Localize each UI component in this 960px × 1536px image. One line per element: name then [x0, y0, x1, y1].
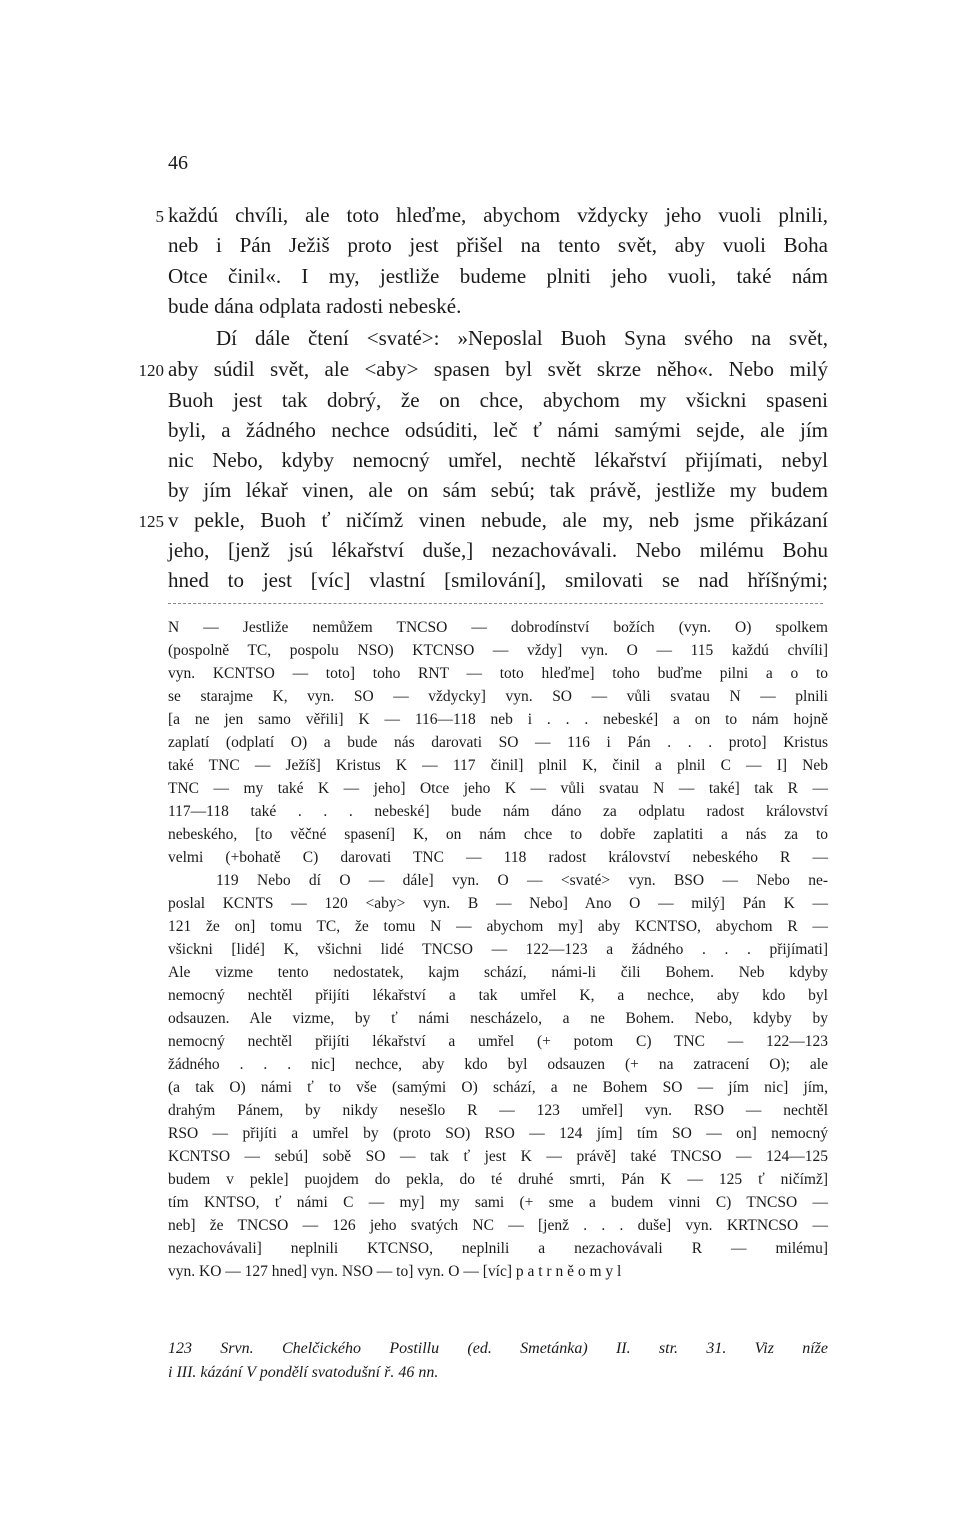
- apparatus-line: vyn. KCNTSO — toto] toho RNT — toto hleďme] toho buďme pilni a o to: [168, 665, 828, 682]
- apparatus-line: drahým Pánem, by nikdy nesešlo R — 123 umřel] vyn. RSO — nechtěl: [168, 1102, 828, 1119]
- text-line: neb i Pán Ježiš proto jest přišel na tento svět, aby vuoli Boha: [168, 233, 828, 257]
- text-line: každú chvíli, ale toto hleďme, abychom vždycky jeho vuoli plnili,: [168, 203, 828, 227]
- apparatus-line: (pospolně TC, pospolu NSO) KTCNSO — vždy] vyn. O — 115 každú chvíli]: [168, 642, 828, 659]
- apparatus-line: 119 Nebo dí O — dále] vyn. O — <svaté> vyn. BSO — Nebo ne-: [216, 872, 828, 889]
- apparatus-line: (a tak O) námi ť to vše (samými O) schází, a ne Bohem SO — jím nic] jím,: [168, 1079, 828, 1096]
- text-line: hned to jest [víc] vlastní [smilování], smilovati se nad hříšnými;: [168, 568, 828, 592]
- text-line: Otce činil«. I my, jestliže budeme plniti jeho vuoli, také nám: [168, 264, 828, 288]
- apparatus-line: neb] že TNCSO — 126 jeho svatých NC — [jenž . . . duše] vyn. KRTNCSO —: [168, 1217, 828, 1234]
- apparatus-line: odsauzen. Ale vizme, by ť námi nescházelo, a ne Bohem. Nebo, kdyby by: [168, 1010, 828, 1027]
- text-line: jeho, [jenž jsú lékařství duše,] nezachovávali. Nebo milému Bohu: [168, 538, 828, 562]
- apparatus-line: nemocný nechtěl přijíti lékařství a umřel (+ potom C) TNC — 122—123: [168, 1033, 828, 1050]
- text-line: bude dána odplata radosti nebeské.: [168, 294, 462, 318]
- apparatus-line: N — Jestliže nemůžem TNCSO — dobrodínství božích (vyn. O) spolkem: [168, 619, 828, 636]
- text-line: v pekle, Buoh ť ničímž vinen nebude, ale my, neb jsme přikázaní: [168, 508, 828, 532]
- apparatus-line: nezachovávali] neplnili KTCNSO, neplnili a nezachovávali R — milému]: [168, 1240, 828, 1257]
- text-line: aby súdil svět, ale <aby> spasen byl svět skrze něho«. Nebo milý: [168, 357, 828, 381]
- apparatus-line: se starajme K, vyn. SO — vždycky] vyn. SO — vůli svatau N — plnili: [168, 688, 828, 705]
- text-line: byli, a žádného nechce odsúditi, leč ť námi samými sejde, ale jím: [168, 418, 828, 442]
- apparatus-line: RSO — přijíti a umřel by (proto SO) RSO — 124 jím] tím SO — on] nemocný: [168, 1125, 828, 1142]
- text-line: Dí dále čtení <svaté>: »Neposlal Buoh Syna svého na svět,: [216, 326, 828, 350]
- page-number: 46: [168, 152, 188, 174]
- line-number: 5: [155, 207, 164, 226]
- apparatus-line: 121 že on] tomu TC, že tomu N — abychom my] aby KCNTSO, abychom R —: [168, 918, 828, 935]
- apparatus-line: [a ne jen samo věřili] K — 116—118 neb i . . . nebeské] a on to nám hojně: [168, 711, 828, 728]
- line-number: 120: [138, 361, 164, 380]
- apparatus-line: zaplatí (odplatí O) a bude nás darovati SO — 116 i Pán . . . proto] Kristus: [168, 734, 828, 751]
- apparatus-line: také TNC — Ježíš] Kristus K — 117 činil] plnil K, činil a plnil C — I] Neb: [168, 757, 828, 774]
- apparatus-line: budem v pekle] puojdem do pekla, do té druhé smrti, Pán K — 125 ť ničímž]: [168, 1171, 828, 1188]
- apparatus-line: Ale vizme tento nedostatek, kajm schází, námi-li čili Bohem. Neb kdyby: [168, 964, 828, 981]
- separator-rule: [168, 603, 823, 604]
- note-line: 123 Srvn. Chelčického Postillu (ed. Smetánka) II. str. 31. Viz níže: [168, 1340, 828, 1357]
- apparatus-line: poslal KCNTS — 120 <aby> vyn. B — Nebo] Ano O — milý] Pán K —: [168, 895, 828, 912]
- apparatus-line: všickni [lidé] K, všichni lidé TNCSO — 122—123 a žádného . . . přijímati]: [168, 941, 828, 958]
- apparatus-line: nebeského, [to věčné spasení] K, on nám chce to dobře zaplatiti a nás za to: [168, 826, 828, 843]
- note-line: i III. kázání V pondělí svatodušní ř. 46 nn.: [168, 1364, 439, 1381]
- apparatus-line: tím KNTSO, ť námi C — my] my sami (+ sme a budem vinni C) TNCSO —: [168, 1194, 828, 1211]
- text-line: Buoh jest tak dobrý, že on chce, abychom my všickni spaseni: [168, 388, 828, 412]
- text-line: nic Nebo, kdyby nemocný umřel, nechtě lékařství přijímati, nebyl: [168, 448, 828, 472]
- line-number: 125: [138, 512, 164, 531]
- apparatus-line: žádného . . . nic] nechce, aby kdo byl odsauzen (+ na zatracení O); ale: [168, 1056, 828, 1073]
- apparatus-line: TNC — my také K — jeho] Otce jeho K — vůli svatau N — také] tak R —: [168, 780, 828, 797]
- apparatus-line: velmi (+bohatě C) darovati TNC — 118 radost království nebeského R —: [168, 849, 828, 866]
- apparatus-line: KCNTSO — sebú] sobě SO — tak ť jest K — právě] také TNCSO — 124—125: [168, 1148, 828, 1165]
- apparatus-line: nemocný nechtěl přijíti lékařství a tak umřel K, a nechce, aby kdo byl: [168, 987, 828, 1004]
- text-line: by jím lékař vinen, ale on sám sebú; tak právě, jestliže my budem: [168, 478, 828, 502]
- apparatus-line: 117—118 také . . . nebeské] bude nám dáno za odplatu radost království: [168, 803, 828, 820]
- apparatus-line: vyn. KO — 127 hned] vyn. NSO — to] vyn. O — [víc] p a t r n ě o m y l: [168, 1263, 622, 1280]
